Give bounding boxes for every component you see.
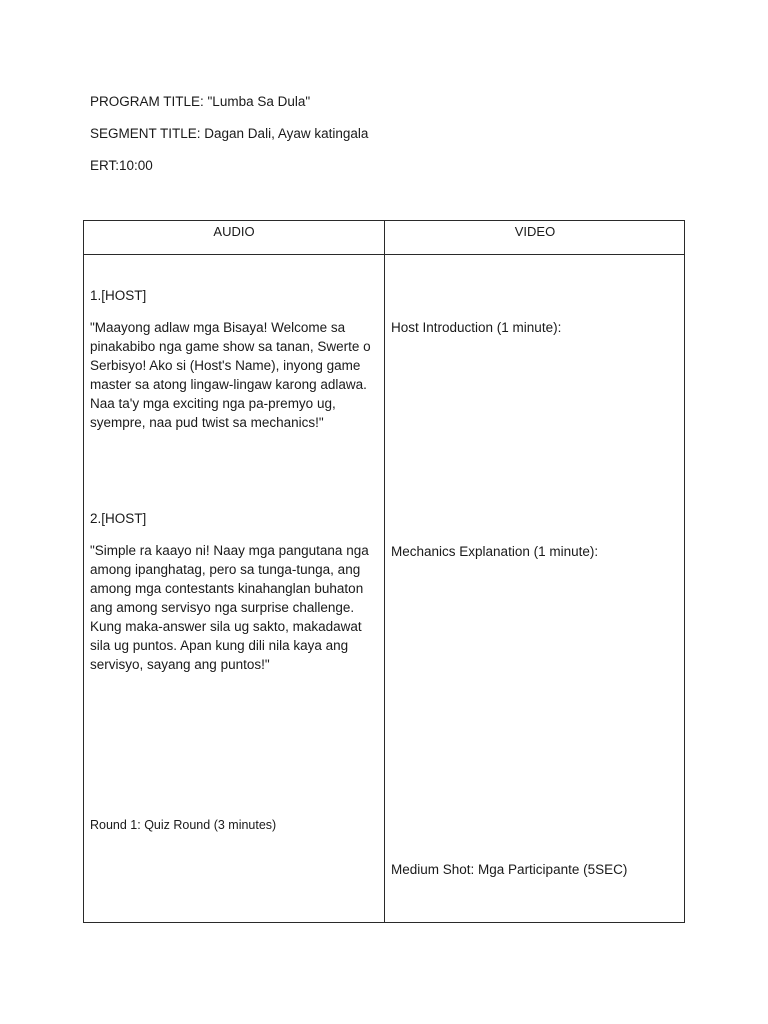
video-cue-2: Mechanics Explanation (1 minute): [391, 544, 599, 559]
column-divider [384, 221, 385, 922]
video-column-heading: VIDEO [514, 224, 556, 239]
audio-cue-1: 1.[HOST] [90, 288, 147, 303]
audio-column-heading: AUDIO [213, 224, 255, 239]
audio-line-1: "Maayong adlaw mga Bisaya! Welcome sa pinakabibo nga game show sa tanan, Swerte o Serbisyo! Ako si (Host's Name), inyong game master sa atong lingaw-lingaw karong adlawa. Naa ta'y mga exciting nga pa-premyo ug, syempre, naa pud twist sa mechanics!" [90, 320, 371, 430]
program-title: PROGRAM TITLE: "Lumba Sa Dula" [90, 94, 311, 109]
header-divider [84, 254, 684, 255]
audio-round-1: Round 1: Quiz Round (3 minutes) [90, 818, 277, 832]
segment-title: SEGMENT TITLE: Dagan Dali, Ayaw katingala [90, 126, 369, 141]
audio-cue-2: 2.[HOST] [90, 511, 147, 526]
video-cue-1: Host Introduction (1 minute): [391, 320, 562, 335]
ert-label: ERT:10:00 [90, 158, 153, 173]
video-cue-3: Medium Shot: Mga Participante (5SEC) [391, 862, 628, 877]
audio-line-2: "Simple ra kaayo ni! Naay mga pangutana nga among ipanghatag, pero sa tunga-tunga, ang among mga contestants kinahanglan buhaton ang among servisyo nga surprise challenge. Kung maka-answer sila ug sakto, makadawat sila ug puntos. Apan kung dili nila kaya ang servisyo, sayang ang puntos!" [90, 543, 369, 672]
script-table [83, 220, 685, 923]
